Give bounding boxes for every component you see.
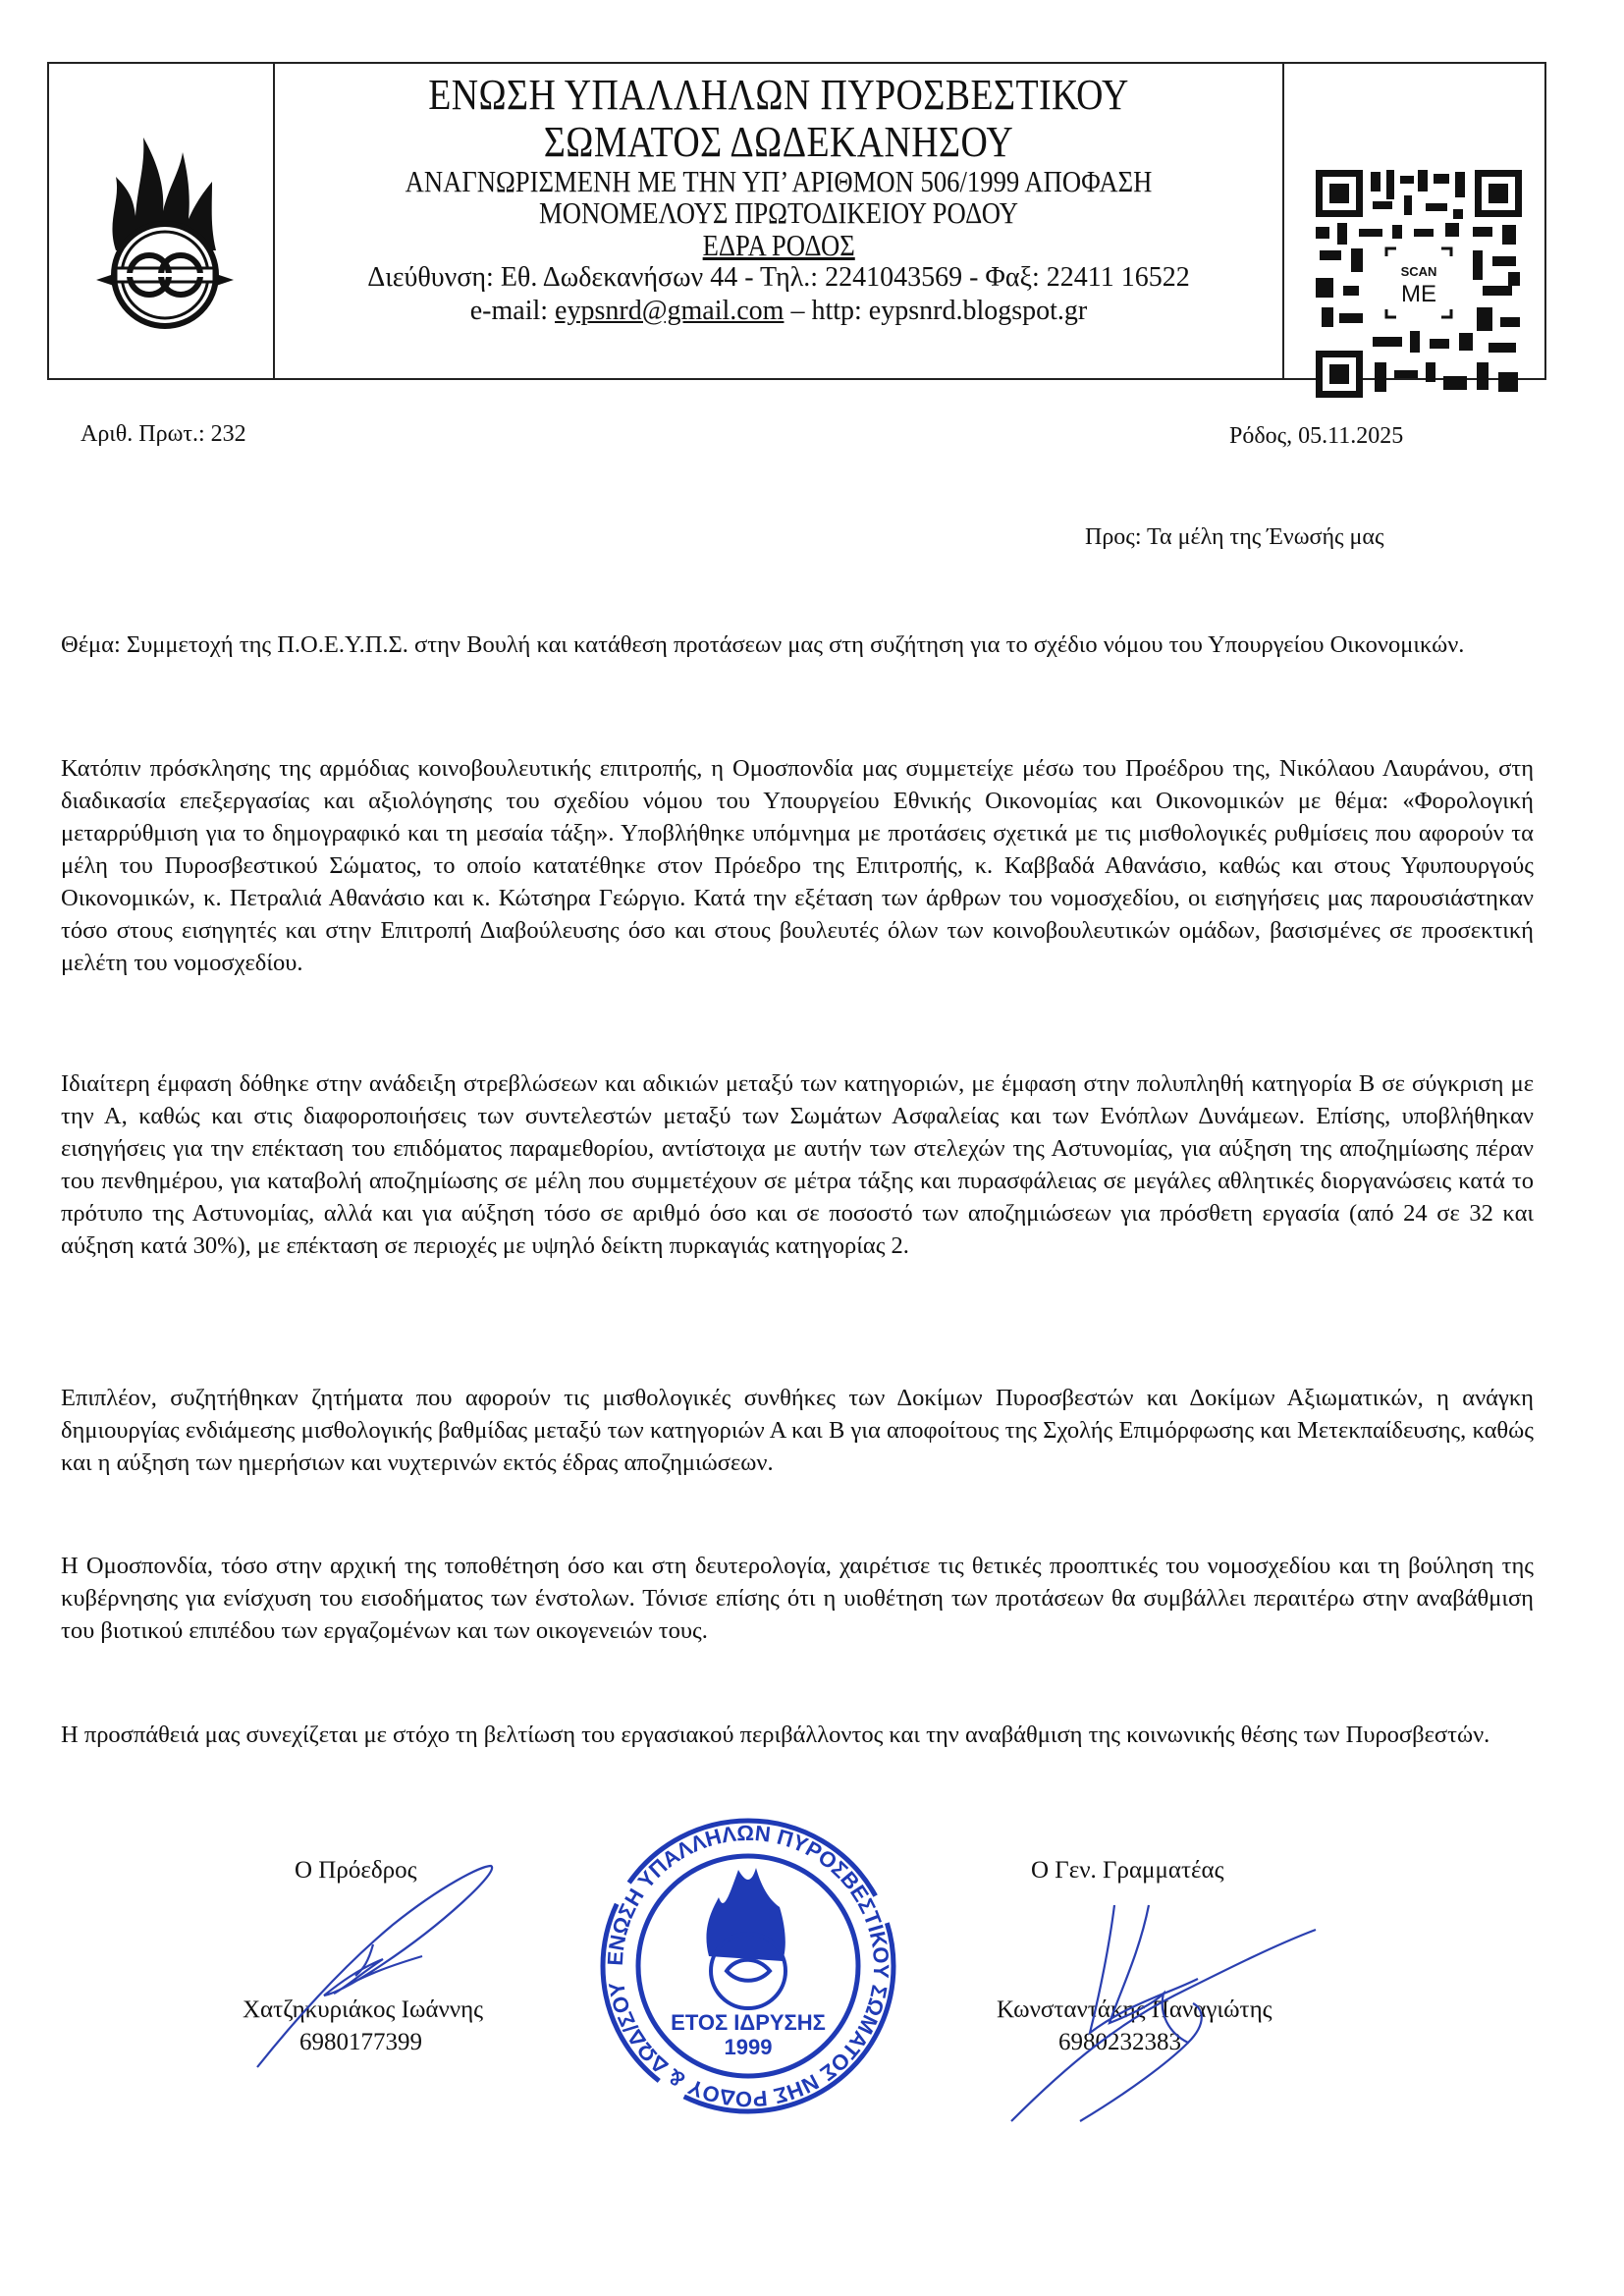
secretary-phone: 6980232383 — [1058, 2029, 1181, 2055]
letterhead-box — [47, 62, 1546, 380]
president-title: Ο Πρόεδρος — [295, 1857, 417, 1884]
website-link[interactable]: eypsnrd.blogspot.gr — [868, 296, 1088, 326]
recognition-line2: ΜΟΝΟΜΕΛΟΥΣ ΠΡΩΤΟΔΙΚΕΙΟΥ ΡΟΔΟΥ — [539, 195, 1018, 230]
stamp-year: 1999 — [724, 2035, 773, 2059]
subject-line: Θέμα: Συμμετοχή της Π.Ο.Ε.Υ.Π.Σ. στην Βουλή και κατάθεση προτάσεων μας στη συζήτηση για το σχέδιο νόμου του Υπουργείου Οικονομικών. — [61, 631, 1465, 658]
recipient-line: Προς: Τα μέλη της Ένωσής μας — [1085, 524, 1384, 550]
body-paragraph-5: Η προσπάθειά μας συνεχίζεται με στόχο τη βελτίωση του εργασιακού περιβάλλοντος και την αναβάθμιση της κοινωνικής θέσης των Πυροσβεστών. — [61, 1722, 1490, 1748]
contact-line — [277, 295, 1280, 328]
letterhead-divider-left — [273, 64, 275, 378]
address-line: Διεύθυνση: Εθ. Δωδεκανήσων 44 - Τηλ.: 2241043569 - Φαξ: 22411 16522 — [367, 262, 1190, 293]
email-link[interactable]: eypsnrd@gmail.com — [555, 296, 785, 326]
org-title-line1: ΕΝΩΣΗ ΥΠΑΛΛΗΛΩΝ ΠΥΡΟΣΒΕΣΤΙΚΟΥ — [428, 71, 1129, 119]
seat-label: ΕΔΡΑ ΡΟΔΟΣ — [702, 228, 855, 262]
letterhead-text — [277, 72, 1280, 328]
president-name: Χατζηκυριάκος Ιωάννης — [243, 1996, 484, 2023]
org-title-line2: ΣΩΜΑΤΟΣ ΔΩΔΕΚΑΝΗΣΟΥ — [543, 118, 1014, 166]
place-date: Ρόδος, 05.11.2025 — [1229, 423, 1404, 449]
email-label: e-mail: — [469, 296, 556, 326]
secretary-title: Ο Γεν. Γραμματέας — [1031, 1857, 1224, 1884]
stamp-outer-text: ΕΝΩΣΗ ΥΠΑΛΛΗΛΩΝ ΠΥΡΟΣΒΕΣΤΙΚΟΥ ΣΩΜΑΤΟΣ ΝΗΣ ΡΟΔΟΥ & ΔΩΔ/ΣΟΥ — [602, 1820, 894, 2112]
qr-code-icon — [1316, 170, 1522, 398]
stamp-founding-label: ΕΤΟΣ ΙΔΡΥΣΗΣ — [671, 2010, 826, 2035]
body-paragraph-1: Κατόπιν πρόσκλησης της αρμόδιας κοινοβουλευτικής επιτροπής, η Ομοσπονδία μας συμμετείχε μέσω του Προέδρου της, Νικόλαου Λαυράνου, στη διαδικασία επεξεργασίας και αξιολόγησης του σχεδίου νόμου του Υπουργείου Εθνικής Οικονομίας και Οικονομικών με θέμα: «Φορολογική μεταρρύθμιση για το δημογραφικό και τη μεσαία τάξη». Υποβλήθηκε υπόμνημα με προτάσεις σχετικά με τις μισθολογικές ρυθμίσεις που αφορούν τα μέλη του Πυροσβεστικού Σώματος, το οποίο κατατέθηκε στον Πρόεδρο της Επιτροπής, κ. Καββαδά Αθανάσιο, καθώς και στους Υφυπουργούς Οικονομικών, κ. Πετραλιά Αθανάσιο και κ. Κώτσηρα Γεώργιο. Κατά την εξέταση των άρθρων του νομοσχεδίου, οι εισηγήσεις μας παρουσιάστηκαν τόσο στους εισηγητές και στην Επιτροπή Διαβούλευσης όσο και στους βουλευτές όλων των κοινοβουλευτικών ομάδων, βασισμένες σε προσεκτική μελέτη του νομοσχεδίου. — [61, 755, 1534, 976]
union-stamp-icon — [591, 1809, 905, 2123]
letterhead-divider-right — [1282, 64, 1284, 378]
qr-scan-label: SCAN — [1400, 264, 1437, 279]
secretary-name: Κωνσταντάκης Παναγιώτης — [997, 1996, 1272, 2023]
recognition-line1: ΑΝΑΓΝΩΡΙΣΜΕΝΗ ΜΕ ΤΗΝ ΥΠ’ ΑΡΙΘΜΟΝ 506/1999 ΑΠΟΦΑΣΗ — [405, 164, 1153, 198]
secretary-signature-icon — [972, 1886, 1326, 2131]
body-paragraph-2: Ιδιαίτερη έμφαση δόθηκε στην ανάδειξη στρεβλώσεων και αδικιών μεταξύ των κατηγοριών, με έμφαση στην πολυπληθή κατηγορία Β σε σύγκριση με την Α, καθώς και στις διαφοροποιήσεις των συντελεστών μεταξύ των Σωμάτων Ασφαλείας και των Ενόπλων Δυνάμεων. Επίσης, υποβλήθηκαν εισηγήσεις για την επέκταση του επιδόματος παραμεθορίου, αντίστοιχα με αυτήν των στελεχών της Αστυνομίας, για αύξηση της αποζημίωσης πέραν του πενθημέρου, για καταβολή αποζημίωσης σε μέλη που συμμετέχουν σε μέτρα τάξης και πυρασφάλειας σε μεγάλες αθλητικές διοργανώσεις κατά το πρότυπο της Αστυνομίας, αλλά και για αύξηση τόσο σε αριθμό όσο και σε ποσοστό των αποζημιώσεων για πρόσθετη εργασία (από 24 σε 32 και αύξηση κατά 30%), με επέκταση σε περιοχές με υψηλό δείκτη πυρκαγιάς κατηγορίας 2. — [61, 1070, 1534, 1259]
flame-ring-logo-icon — [86, 133, 244, 329]
svg-text:ΕΝΩΣΗ ΥΠΑΛΛΗΛΩΝ ΠΥΡΟΣΒΕΣΤΙΚΟΥ — [603, 1821, 893, 2111]
website-label: – http: — [784, 296, 869, 326]
body-paragraph-4: Η Ομοσπονδία, τόσο στην αρχική της τοποθέτηση όσο και στη δευτερολογία, χαιρέτισε τις θετικές προοπτικές του νομοσχεδίου και τη βούληση της κυβέρνησης για ενίσχυση του εισοδήματος των ένστολων. Τόνισε επίσης ότι η υιοθέτηση των προτάσεων θα συμβάλλει περαιτέρω στην αναβάθμιση του βιοτικού επιπέδου των εργαζομένων και των οικογενειών τους. — [61, 1553, 1534, 1644]
body-paragraph-3: Επιπλέον, συζητήθηκαν ζητήματα που αφορούν τις μισθολογικές συνθήκες των Δοκίμων Πυροσβεστών και Δοκίμων Αξιωματικών, η ανάγκη δημιουργίας ενδιάμεσης μισθολογικής βαθμίδας μεταξύ των κατηγοριών Α και Β για αποφοίτους της Σχολής Επιμόρφωσης και Μετεκπαίδευσης, καθώς και η αύξηση των ημερήσιων και νυχτερινών εκτός έδρας αποζημιώσεων. — [61, 1385, 1534, 1476]
president-signature-icon — [245, 1846, 520, 2082]
president-phone: 6980177399 — [299, 2029, 422, 2055]
qr-me-label: ME — [1401, 281, 1436, 307]
protocol-number: Αριθ. Πρωτ.: 232 — [81, 421, 246, 447]
